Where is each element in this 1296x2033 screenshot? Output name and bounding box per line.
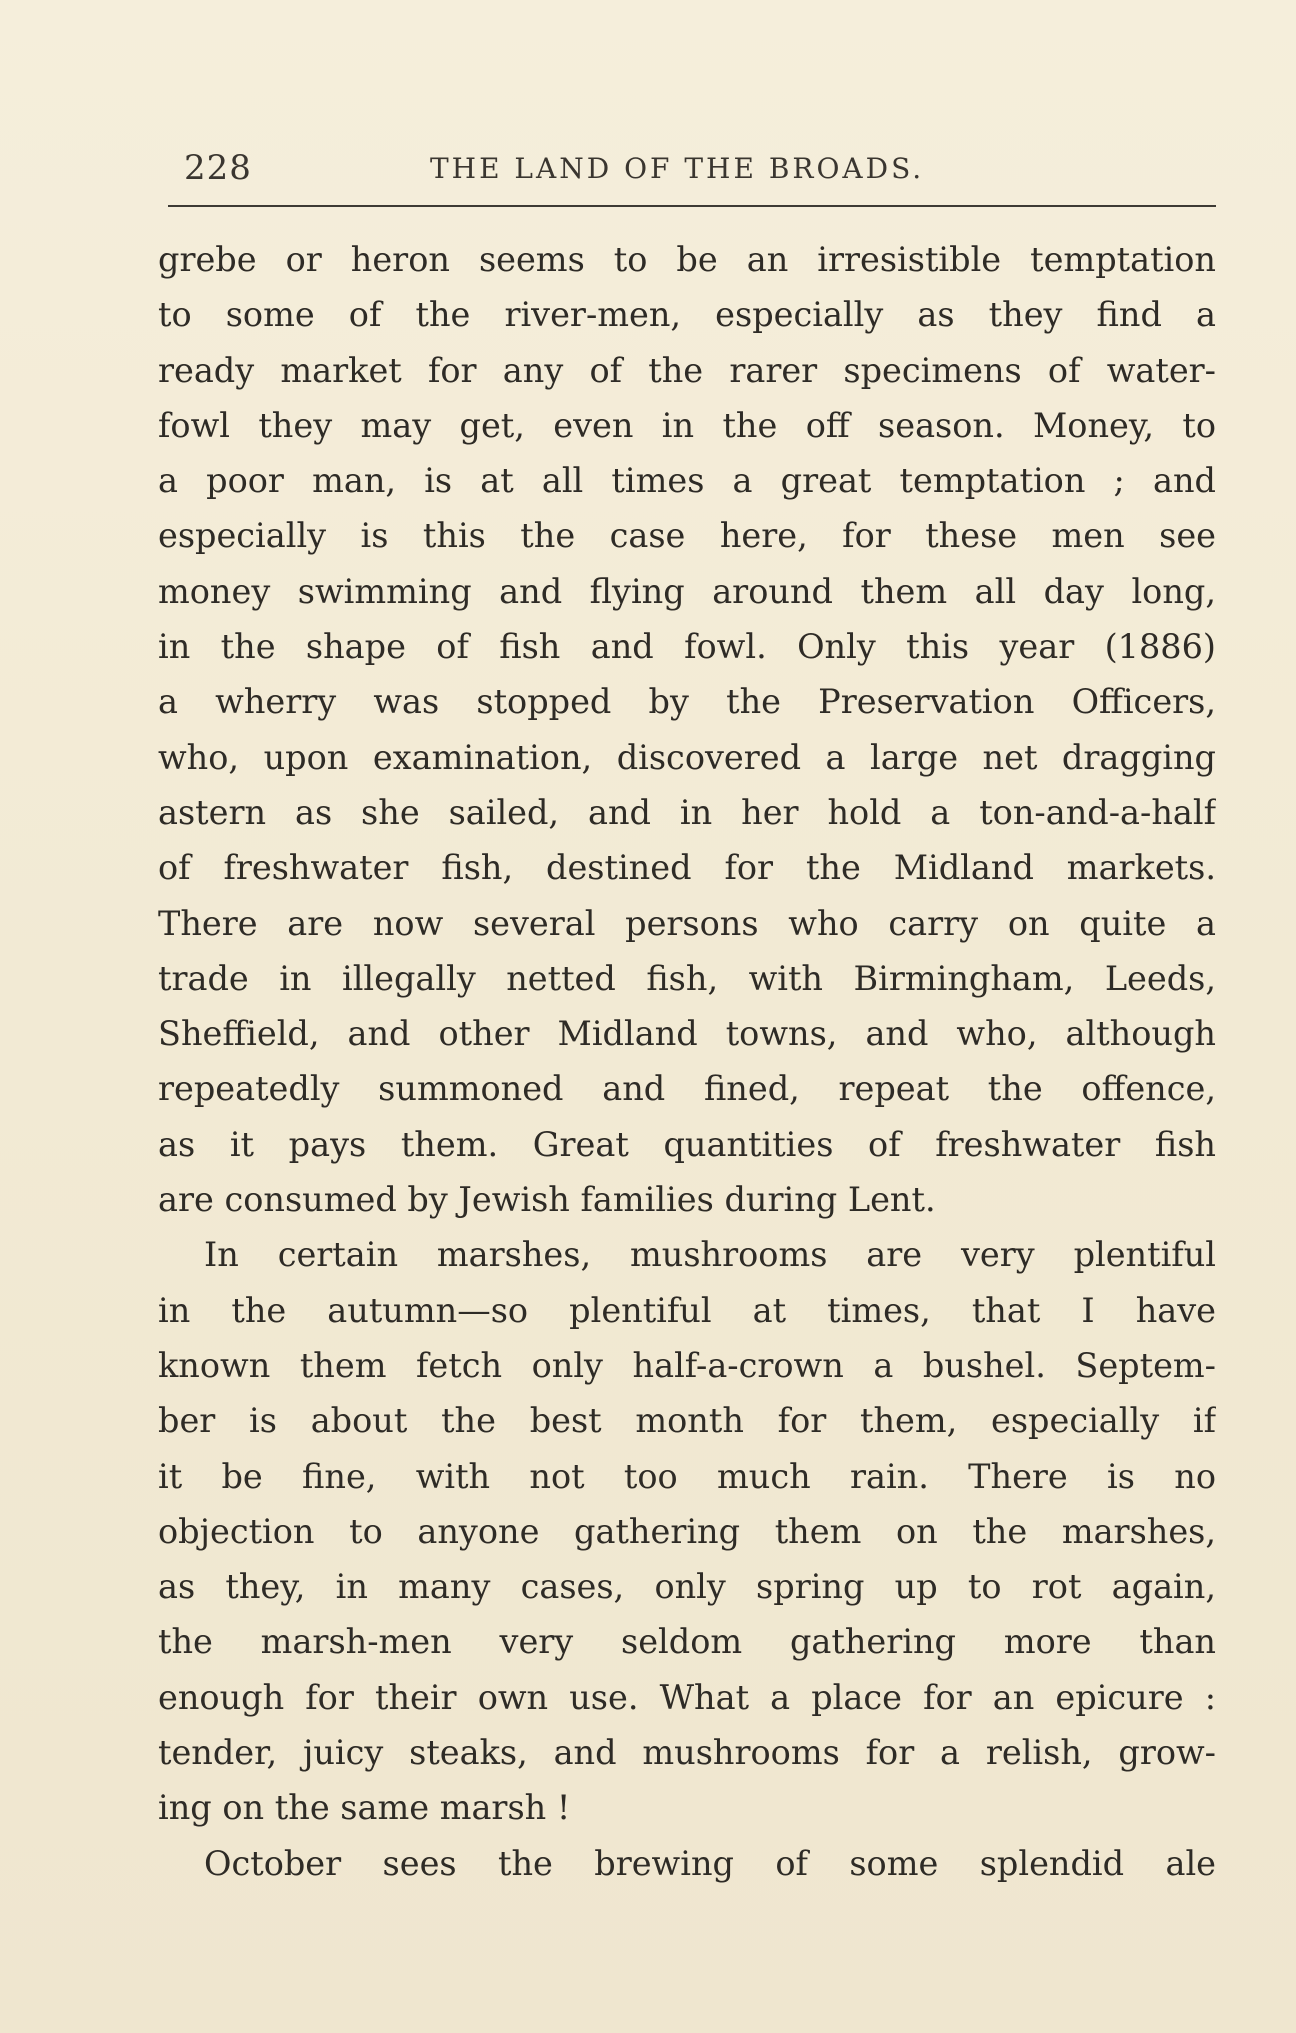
paragraph-end-line: ing on the same marsh ! (158, 1788, 571, 1828)
text-line: ber is about the best month for them, especially if (158, 1401, 1216, 1441)
text-line: enough for their own use. What a place for an epicure : (158, 1677, 1216, 1717)
page-number: 228 (184, 148, 252, 188)
paragraph-start-line: In certain marshes, mushrooms are very plentiful (204, 1235, 1216, 1275)
text-line: in the autumn—so plentiful at times, that I have (158, 1290, 1216, 1330)
text-line: grebe or heron seems to be an irresistible temptation (158, 240, 1216, 279)
text-line: especially is this the case here, for these men see (158, 516, 1216, 556)
text-line: fowl they may get, even in the off season. Money, to (158, 405, 1216, 445)
text-line: it be fine, with not too much rain. There is no (158, 1456, 1216, 1496)
body-text (158, 232, 1216, 1891)
text-line: known them fetch only half-a-crown a bushel. Septem- (158, 1345, 1216, 1385)
text-line: Sheffield, and other Midland towns, and who, although (158, 1014, 1216, 1054)
text-line: repeatedly summoned and fined, repeat the offence, (158, 1069, 1216, 1109)
text-line: to some of the river-men, especially as they find a (158, 295, 1216, 335)
running-title: THE LAND OF THE BROADS. (430, 152, 925, 185)
text-line: There are now several persons who carry on quite a (158, 903, 1216, 943)
text-line: a poor man, is at all times a great temptation ; and (158, 461, 1216, 501)
text-line: trade in illegally netted fish, with Birmingham, Leeds, (158, 958, 1216, 998)
text-line: who, upon examination, discovered a large net dragging (158, 737, 1216, 777)
header-rule (168, 205, 1216, 207)
text-line: astern as she sailed, and in her hold a ton-and-a-half (158, 792, 1216, 832)
paragraph-start-line: October sees the brewing of some splendid ale (204, 1843, 1216, 1883)
text-line: tender, juicy steaks, and mushrooms for a relish, grow- (158, 1733, 1216, 1773)
text-line: ready market for any of the rarer specimens of water- (158, 350, 1216, 390)
text-line: the marsh-men very seldom gathering more than (158, 1622, 1216, 1662)
text-line: as they, in many cases, only spring up to rot again, (158, 1567, 1216, 1607)
page-header (168, 140, 1218, 200)
text-line: a wherry was stopped by the Preservation Officers, (158, 682, 1216, 722)
text-line: money swimming and flying around them all day long, (158, 571, 1216, 611)
text-line: objection to anyone gathering them on the marshes, (158, 1511, 1216, 1551)
paragraph-end-line: are consumed by Jewish families during Lent. (158, 1180, 936, 1220)
text-line: as it pays them. Great quantities of freshwater fish (158, 1124, 1216, 1164)
text-line: of freshwater fish, destined for the Midland markets. (158, 848, 1216, 888)
text-line: in the shape of fish and fowl. Only this year (1886) (158, 627, 1216, 667)
